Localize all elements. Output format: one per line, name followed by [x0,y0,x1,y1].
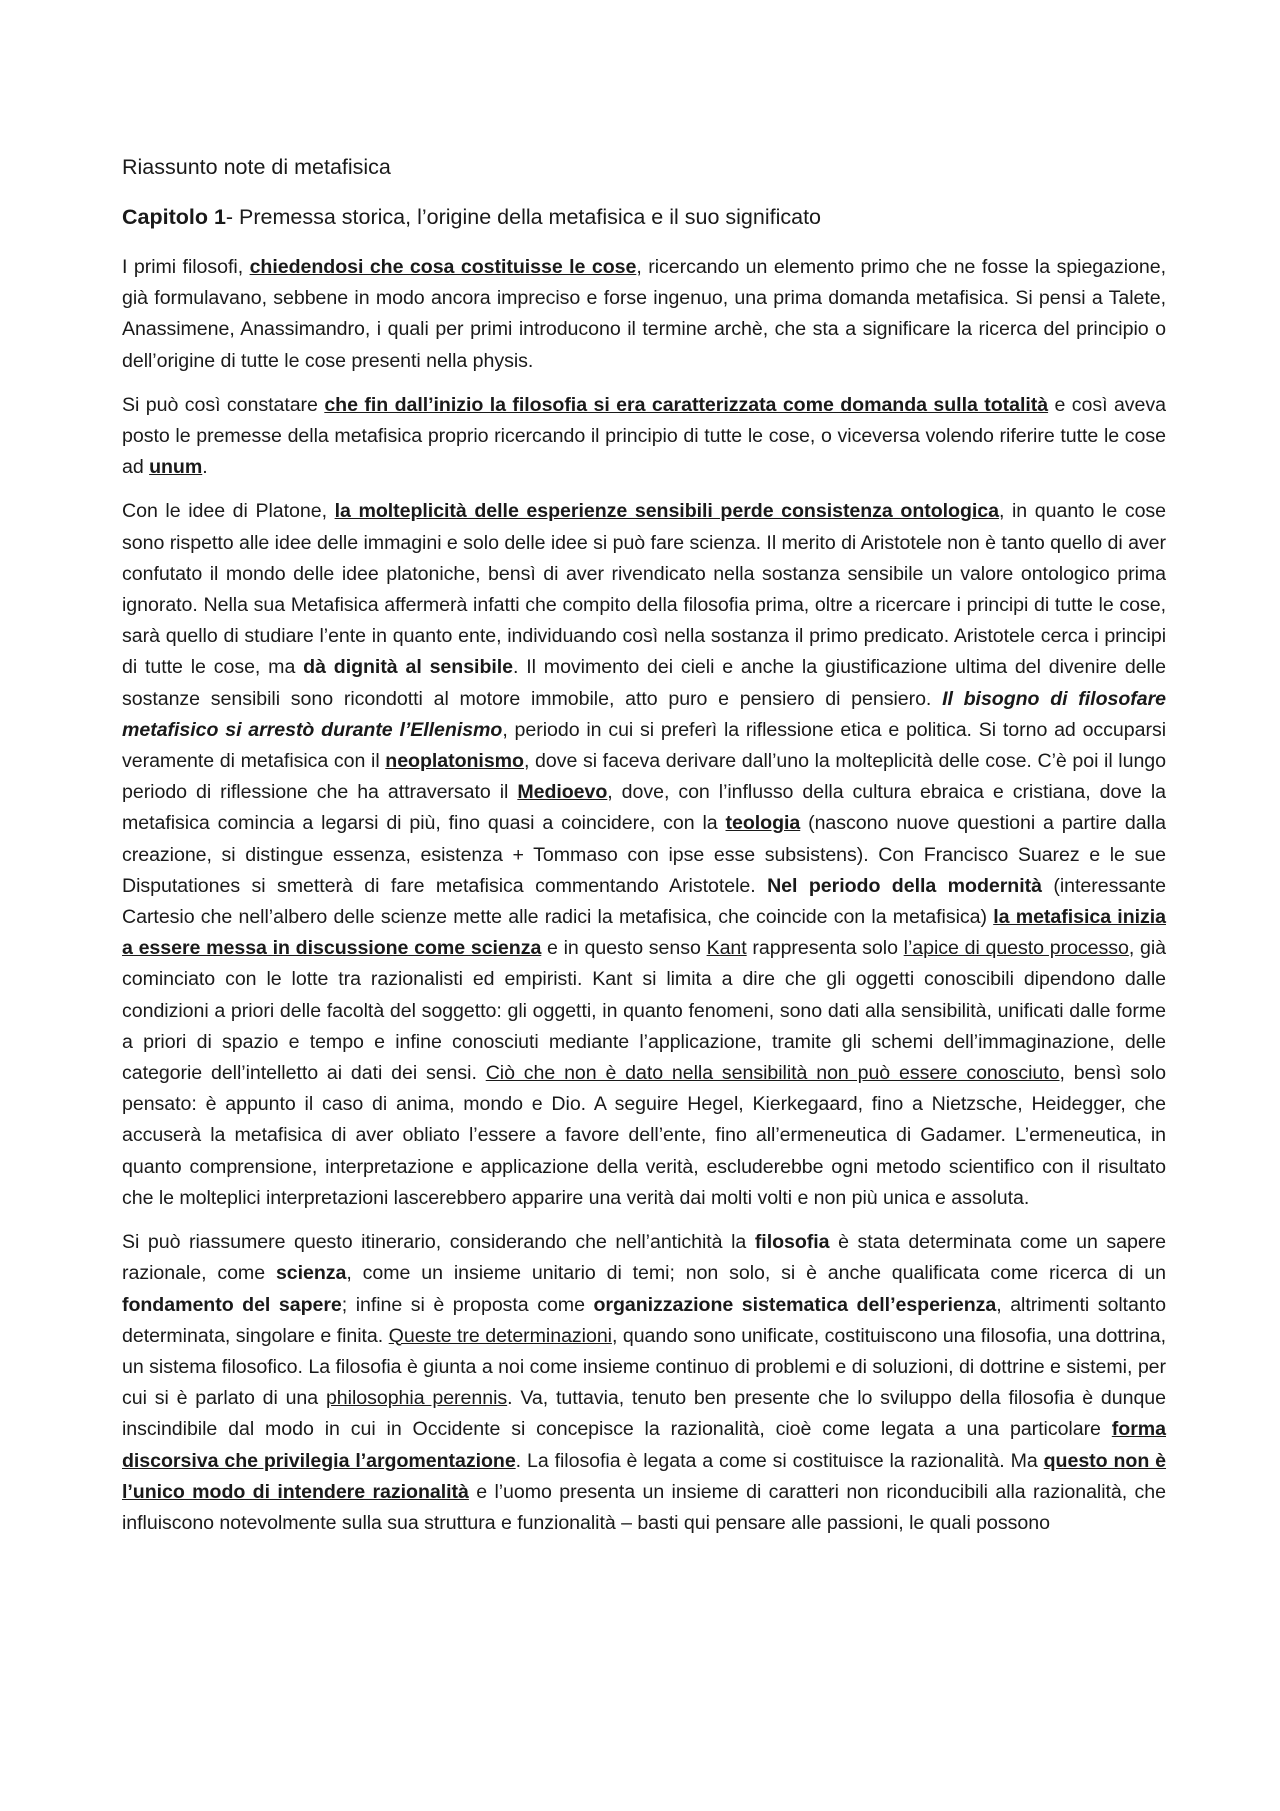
emphasized-text: la molteplicità delle esperienze sensibili perde consistenza ontologica [334,500,999,523]
paragraph-text: , già cominciato con le lotte tra razionalisti ed empiristi. Kant si limita a dire che gli oggetti conoscibili dipendono dalle condizioni a priori delle facoltà del soggetto: gli oggetti, in quanto fenomeni, sono dati alla sensibilità, unificati dalle forme a priori di spazio e tempo e infine conosciuti mediante l’applicazione, tramite gli schemi dell’immaginazione, delle categorie dell’intelletto ai dati dei sensi. [122,937,1166,1085]
emphasized-text: filosofia [754,1231,830,1254]
emphasized-text: fondamento del sapere [122,1293,342,1316]
paragraph-text: , dove si faceva derivare dall’uno la molteplicità delle cose. C’è poi il lungo periodo di riflessione che ha attraversato il [122,750,1166,804]
paragraph-text: I primi filosofi, [122,256,250,278]
emphasized-text: la metafisica inizia a essere messa in discussione come scienza [122,906,1166,960]
document-title: Riassunto note di metafisica [122,155,391,179]
chapter-heading [122,202,1166,232]
chapter-number: Capitolo 1 [122,205,226,229]
paragraph-text: Con le idee di Platone, [122,500,335,523]
paragraph-text: . Va, tuttavia, tenuto ben presente che lo sviluppo della filosofia è dunque inscindibile dal modo in cui in Occidente si concepisce la razionalità, cioè come legata a una particolare [122,1387,1166,1441]
emphasized-text: chiedendosi che cosa costituisse le cose [249,256,637,278]
paragraph-text: . [202,456,208,479]
paragraph-text: ; infine si è proposta come [341,1293,594,1316]
paragraph-text: e in questo senso [541,937,707,960]
body-paragraph [122,1227,1166,1539]
paragraph-text: (nascono nuove questioni a partire dalla creazione, si distingue essenza, esistenza + Tommaso con ipse esse subsistens). Con Francisco Suarez e le sue Disputationes si smetterà di fare metafisica commentando Aristotele. [122,812,1166,897]
emphasized-text: dà dignità al sensibile [303,656,513,679]
emphasized-text: Kant [706,937,747,960]
emphasized-text: teologia [725,812,801,835]
emphasized-text: neoplatonismo [385,750,524,773]
paragraph-text: rappresenta solo [746,937,904,960]
emphasized-text: Queste tre determinazioni [388,1324,612,1347]
emphasized-text: forma discorsiva che privilegia l’argomentazione [122,1418,1166,1472]
emphasized-text: Nel periodo della modernità [767,874,1042,897]
emphasized-text: l’apice di questo processo [903,937,1129,960]
paragraph-text: e così aveva posto le premesse della metafisica proprio ricercando il principio di tutte le cose, o viceversa volendo riferire tutte le cose ad [122,393,1166,479]
document-page [122,152,1166,1552]
body-paragraph [122,390,1166,484]
paragraph-text: Si può riassumere questo itinerario, considerando che nell’antichità la [122,1231,755,1254]
paragraph-text: , ricercando un elemento primo che ne fosse la spiegazione, già formulavano, sebbene in modo ancora impreciso e forse ingenuo, una prima domanda metafisica. Si pensi a Talete, Anassimene, Anassimandro, i quali per primi introducono il termine archè, che sta a significare la ricerca del principio o dell’origine di tutte le cose presenti nella physis. [122,256,1166,372]
paragraph-text: , come un insieme unitario di temi; non solo, si è anche qualificata come ricerca di un [346,1262,1166,1285]
document-body [122,252,1166,1539]
emphasized-text: Ciò che non è dato nella sensibilità non può essere conosciuto [485,1062,1060,1085]
paragraph-text: , periodo in cui si preferì la riflessione etica e politica. Si torno ad occuparsi veramente di metafisica con il [122,718,1166,773]
paragraph-text: , quando sono unificate, costituiscono una filosofia, una dottrina, un sistema filosofico. La filosofia è giunta a noi come insieme continuo di problemi e di soluzioni, di dottrine e sistemi, per cui si è parlato di una [122,1324,1166,1410]
body-paragraph [122,496,1166,1214]
emphasized-text: questo non è l’unico modo di intendere razionalità [122,1449,1167,1503]
emphasized-text: organizzazione sistematica dell’esperienza [593,1293,997,1316]
paragraph-text: Si può così constatare [122,393,325,416]
paragraph-text: è stata determinata come un sapere razionale, come [122,1231,1166,1285]
paragraph-text: (interessante Cartesio che nell’albero delle scienze mette alle radici la metafisica, che coincide con la metafisica) [122,874,1167,929]
paragraph-text: , bensì solo pensato: è appunto il caso di anima, mondo e Dio. A seguire Hegel, Kierkegaard, fino a Nietzsche, Heidegger, che accuserà la metafisica di aver obliato l’essere a favore dell’ente, fino all’ermeneutica di Gadamer. L’ermeneutica, in quanto comprensione, interpretazione e applicazione della verità, escluderebbe ogni metodo scientifico con il risultato che le molteplici interpretazioni lascerebbero apparire una verità dai molti volti e non più unica e assoluta. [122,1062,1167,1209]
emphasized-text: philosophia perennis [325,1387,508,1410]
paragraph-text: , altrimenti soltanto determinata, singolare e finita. [122,1293,1166,1347]
paragraph-text: , in quanto le cose sono rispetto alle idee delle immagini e solo delle idee si può fare scienza. Il merito di Aristotele non è tanto quello di aver confutato il mondo delle idee platoniche, bensì di aver rivendicato nella sostanza sensibile un valore ontologico prima ignorato. Nella sua Metafisica affermerà infatti che compito della filosofia prima, oltre a ricercare i principi di tutte le cose, sarà quello di studiare l’ente in quanto ente, individuando così nella sostanza il primo predicato. Aristotele cerca i principi di tutte le cose, ma [122,500,1167,679]
paragraph-text: , dove, con l’influsso della cultura ebraica e cristiana, dove la metafisica comincia a legarsi di più, fino quasi a coincidere, con la [122,781,1167,835]
emphasized-text: unum [149,456,203,479]
body-paragraph [122,252,1166,377]
chapter-title: - Premessa storica, l’origine della metafisica e il suo significato [225,205,822,229]
emphasized-text: Medioevo [517,781,608,804]
emphasized-text: Il bisogno di filosofare metafisico si arrestò durante l’Ellenismo [122,687,1167,741]
emphasized-text: che fin dall’inizio la filosofia si era caratterizzata come domanda sulla totalità [324,393,1049,416]
paragraph-text: e l’uomo presenta un insieme di caratteri non riconducibili alla razionalità, che influiscono notevolmente sulla sua struttura e funzionalità – basti qui pensare alle passioni, le quali possono [122,1480,1166,1534]
emphasized-text: scienza [275,1262,347,1285]
paragraph-text: . La filosofia è legata a come si costituisce la razionalità. Ma [515,1449,1044,1472]
paragraph-text: . Il movimento dei cieli e anche la giustificazione ultima del divenire delle sostanze sensibili sono ricondotti al motore immobile, atto puro e pensiero di pensiero. [122,656,1166,710]
